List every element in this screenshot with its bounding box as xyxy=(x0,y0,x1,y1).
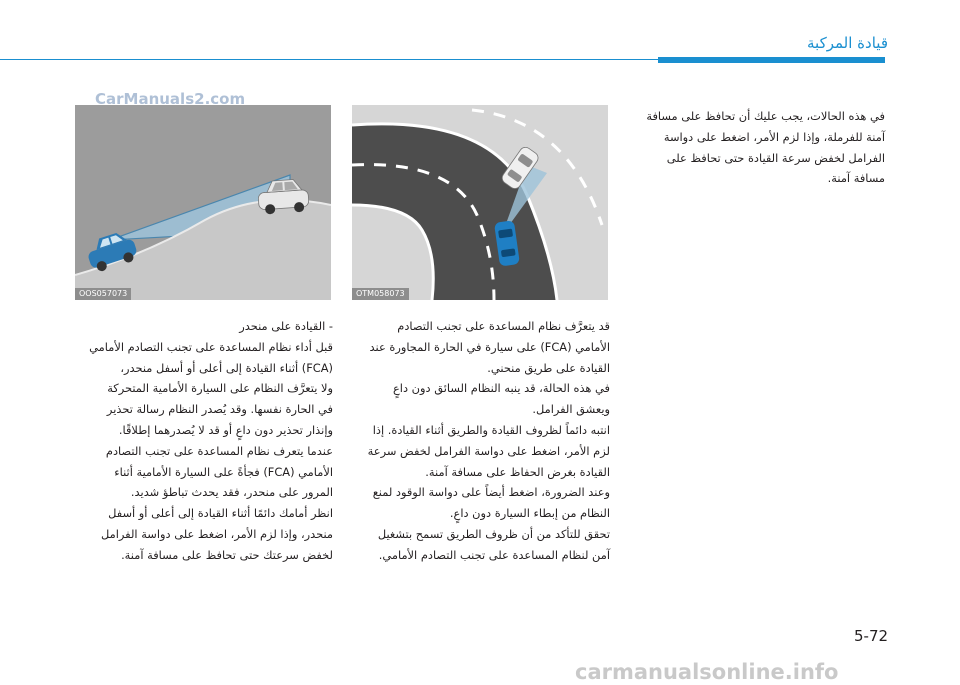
text-line: النظام من إبطاء السيارة دون داعٍ. xyxy=(449,506,610,521)
text-line: الأمامي (FCA) فجأةً على السيارة الأمامية أثناء xyxy=(114,464,333,479)
figure-code: OTM058073 xyxy=(352,288,409,300)
text-line: قبل أداء نظام المساعدة على تجنب التصادم الأمامي xyxy=(89,339,333,354)
text-line: في الحارة نفسها. وقد يُصدر النظام رسالة تحذير xyxy=(106,402,333,417)
watermark-bottom: carmanualsonline.info xyxy=(575,660,839,684)
watermark-top: CarManuals2.com xyxy=(95,90,246,108)
text-line: القيادة بغرض الحفاظ على مسافة آمنة. xyxy=(425,464,610,479)
text-line: ويعشق الفرامل. xyxy=(532,402,610,417)
middle-column-text xyxy=(352,316,610,566)
text-line: القيادة على طريق منحني. xyxy=(487,360,610,375)
text-line: انتبه دائماً لظروف القيادة والطريق أثناء القيادة. إذا xyxy=(372,422,610,437)
left-column-text xyxy=(75,316,333,566)
car-on-hill-sensor-range-illustration xyxy=(75,105,331,300)
text-line: في هذه الحالات، يجب عليك أن تحافظ على مسافة xyxy=(646,109,885,123)
page-number: 5-72 xyxy=(854,627,889,645)
text-line: قد يتعرَّف نظام المساعدة على تجنب التصادم xyxy=(397,319,610,333)
section-title: قيادة المركبة xyxy=(807,34,888,52)
right-column-text xyxy=(627,106,885,189)
text-line: الأمامي (FCA) على سيارة في الحارة المجاورة عند xyxy=(369,339,610,354)
subheading: - القيادة على منحدر xyxy=(239,319,333,333)
text-line: ولا يتعرَّف النظام على السيارة الأمامية المتحركة xyxy=(107,381,333,396)
text-line: آمنة للفرملة، وإذا لزم الأمر، اضغط على دواسة xyxy=(663,129,885,144)
text-line: المرور على منحدر، فقد يحدث تباطؤ شديد. xyxy=(130,485,333,500)
text-line: الفرامل لخفض سرعة القيادة حتى تحافظ على xyxy=(666,150,885,165)
text-line: في هذه الحالة، قد ينبه النظام السائق دون داعٍ xyxy=(393,381,610,396)
text-line: انظر أمامك دائمًا أثناء القيادة إلى أعلى أو أسفل xyxy=(108,506,333,521)
text-line: وإنذار تحذير دون داعٍ أو قد لا يُصدرهما إطلاقًا. xyxy=(118,422,333,437)
text-line: مسافة آمنة. xyxy=(827,171,885,186)
text-line: آمن لنظام المساعدة على تجنب التصادم الأمامي. xyxy=(378,547,610,562)
text-line: منحدر، وإذا لزم الأمر، اضغط على دواسة الفرامل xyxy=(101,526,333,541)
header-accent-bar xyxy=(658,57,885,63)
car-on-curved-road-illustration xyxy=(352,105,608,300)
road-figure xyxy=(352,105,608,300)
text-line: لزم الأمر، اضغط على دواسة الفرامل لخفض سرعة xyxy=(367,443,610,458)
text-line: وعند الضرورة، اضغط أيضاً على دواسة الوقود لمنع xyxy=(372,485,610,500)
text-line: لخفض سرعتك حتى تحافظ على مسافة آمنة. xyxy=(121,547,333,562)
figure-code: OOS057073 xyxy=(75,288,131,300)
hill-figure xyxy=(75,105,331,300)
text-line: عندما يتعرف نظام المساعدة على تجنب التصادم xyxy=(105,443,333,458)
text-line: (FCA) أثناء القيادة إلى أعلى أو أسفل منحدر، xyxy=(120,360,333,375)
text-line: تحقق للتأكد من أن ظروف الطريق تسمح بتشغيل xyxy=(377,526,610,541)
